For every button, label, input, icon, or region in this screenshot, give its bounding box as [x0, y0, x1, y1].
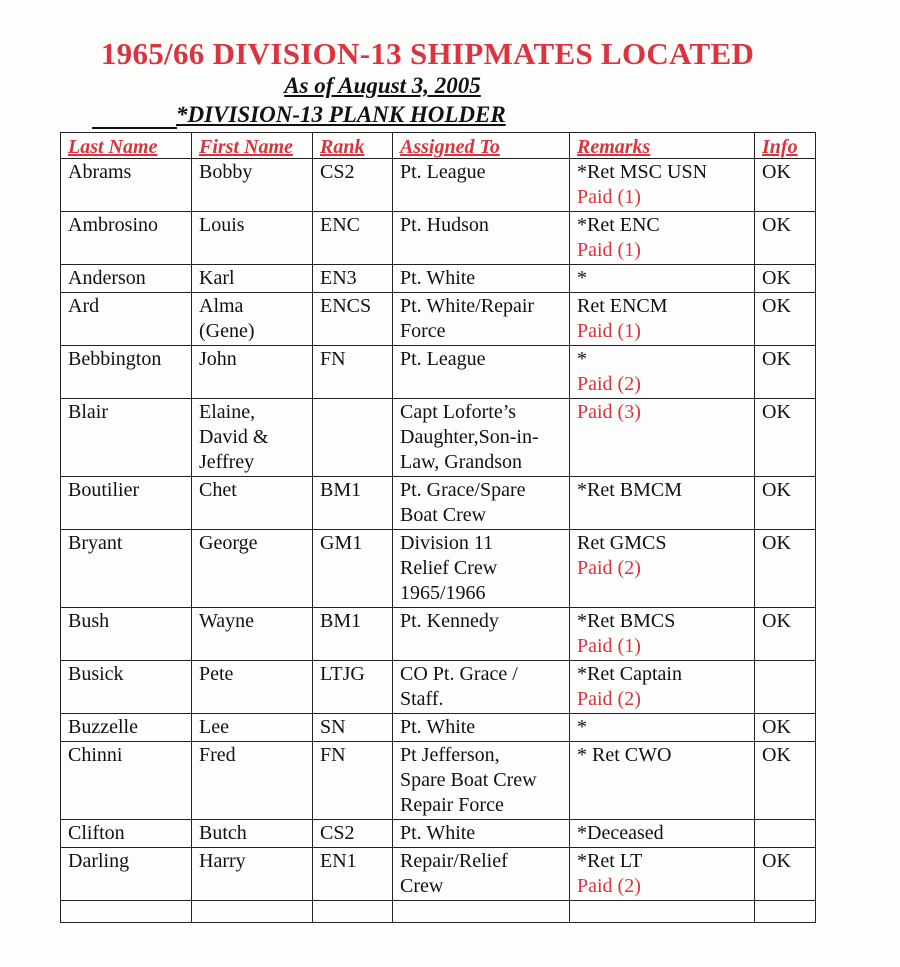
- table-row: [61, 265, 816, 293]
- last-name-cell: Blair: [61, 399, 192, 477]
- first-name-line: Louis: [199, 214, 245, 236]
- info-cell: [755, 661, 816, 714]
- table-row: [61, 212, 816, 265]
- assigned-to-line: Pt. League: [400, 161, 486, 183]
- paid-status: Paid (1): [577, 239, 641, 261]
- empty-cell: [61, 901, 192, 923]
- underline-rule: [92, 127, 177, 129]
- first-name-cell: [192, 399, 313, 477]
- remark-text: Ret ENCM: [577, 295, 668, 317]
- first-name-line: Chet: [199, 479, 237, 501]
- last-name-cell: Ard: [61, 293, 192, 346]
- table-row: [61, 714, 816, 742]
- remarks-cell: [570, 293, 755, 346]
- empty-cell: [192, 901, 313, 923]
- assigned-to-line: Pt. White: [400, 822, 476, 844]
- remark-text: *Ret MSC USN: [577, 161, 708, 183]
- assigned-to-line: Pt. White: [400, 267, 476, 289]
- remarks-cell: [570, 346, 755, 399]
- paid-status: Paid (3): [577, 401, 641, 423]
- header-row: [61, 133, 816, 159]
- rank-cell: ENCS: [313, 293, 393, 346]
- table-row: [61, 820, 816, 848]
- rank-cell: CS2: [313, 820, 393, 848]
- assigned-to-line: Staff.: [400, 688, 444, 710]
- remark-text: Ret GMCS: [577, 532, 667, 554]
- info-cell: OK: [755, 293, 816, 346]
- header-first-name: First Name: [192, 133, 313, 159]
- table-row: [61, 742, 816, 820]
- empty-cell: [570, 901, 755, 923]
- assigned-to-cell: [393, 661, 570, 714]
- rank-cell: BM1: [313, 608, 393, 661]
- assigned-to-line: Relief Crew: [400, 557, 498, 579]
- first-name-cell: [192, 820, 313, 848]
- assigned-to-cell: [393, 530, 570, 608]
- assigned-to-line: Pt. White: [400, 716, 476, 738]
- remarks-cell: [570, 159, 755, 212]
- assigned-to-cell: [393, 714, 570, 742]
- assigned-to-cell: [393, 346, 570, 399]
- first-name-line: Alma: [199, 295, 244, 317]
- first-name-cell: [192, 159, 313, 212]
- first-name-cell: [192, 212, 313, 265]
- remark-text: *Ret LT: [577, 850, 643, 872]
- assigned-to-line: Pt. League: [400, 348, 486, 370]
- assigned-to-line: Repair/Relief: [400, 850, 508, 872]
- info-cell: OK: [755, 477, 816, 530]
- last-name-cell: Abrams: [61, 159, 192, 212]
- last-name-cell: Buzzelle: [61, 714, 192, 742]
- first-name-line: Harry: [199, 850, 246, 872]
- remarks-cell: [570, 265, 755, 293]
- assigned-to-line: Spare Boat Crew: [400, 769, 537, 791]
- first-name-cell: [192, 293, 313, 346]
- info-cell: [755, 820, 816, 848]
- last-name-cell: Darling: [61, 848, 192, 901]
- last-name-cell: Bryant: [61, 530, 192, 608]
- rank-cell: BM1: [313, 477, 393, 530]
- assigned-to-line: Pt. Grace/Spare: [400, 479, 526, 501]
- assigned-to-cell: [393, 477, 570, 530]
- header-remarks: Remarks: [570, 133, 755, 159]
- first-name-line: Bobby: [199, 161, 253, 183]
- table-row: [61, 661, 816, 714]
- table-body: [61, 159, 816, 923]
- assigned-to-line: Repair Force: [400, 794, 504, 816]
- first-name-line: George: [199, 532, 258, 554]
- first-name-line: John: [199, 348, 237, 370]
- assigned-to-line: Pt Jefferson,: [400, 744, 500, 766]
- first-name-cell: [192, 346, 313, 399]
- header-last-name: Last Name: [61, 133, 192, 159]
- rank-cell: GM1: [313, 530, 393, 608]
- table-row: [61, 477, 816, 530]
- remark-text: *Deceased: [577, 822, 664, 844]
- as-of-date: As of August 3, 2005: [284, 73, 481, 98]
- first-name-line: Butch: [199, 822, 247, 844]
- remarks-cell: [570, 530, 755, 608]
- assigned-to-line: Force: [400, 320, 446, 342]
- remark-text: *Ret BMCM: [577, 479, 683, 501]
- last-name-cell: Chinni: [61, 742, 192, 820]
- paid-status: Paid (1): [577, 186, 641, 208]
- table-row: [61, 848, 816, 901]
- assigned-to-line: Daughter,Son-in-: [400, 426, 539, 448]
- remarks-cell: [570, 820, 755, 848]
- table-row: [61, 399, 816, 477]
- assigned-to-line: Pt. White/Repair: [400, 295, 535, 317]
- remark-text: *: [577, 348, 587, 370]
- first-name-cell: [192, 530, 313, 608]
- info-cell: OK: [755, 608, 816, 661]
- rank-cell: EN1: [313, 848, 393, 901]
- remarks-cell: [570, 399, 755, 477]
- assigned-to-cell: [393, 212, 570, 265]
- table-row: [61, 346, 816, 399]
- first-name-cell: [192, 661, 313, 714]
- assigned-to-line: Crew: [400, 875, 444, 897]
- rank-cell: FN: [313, 742, 393, 820]
- remark-text: * Ret CWO: [577, 744, 672, 766]
- assigned-to-line: Pt. Kennedy: [400, 610, 499, 632]
- info-cell: OK: [755, 848, 816, 901]
- assigned-to-cell: [393, 293, 570, 346]
- info-cell: OK: [755, 714, 816, 742]
- rank-cell: CS2: [313, 159, 393, 212]
- info-cell: OK: [755, 742, 816, 820]
- first-name-line: Fred: [199, 744, 236, 766]
- first-name-line: David &: [199, 426, 269, 448]
- remark-text: *: [577, 267, 587, 289]
- first-name-line: Elaine,: [199, 401, 256, 423]
- assigned-to-cell: [393, 608, 570, 661]
- assigned-to-line: Boat Crew: [400, 504, 487, 526]
- first-name-cell: [192, 742, 313, 820]
- assigned-to-line: Law, Grandson: [400, 451, 523, 473]
- assigned-to-line: Capt Loforte’s: [400, 401, 517, 423]
- last-name-cell: Boutilier: [61, 477, 192, 530]
- header-assigned-to: Assigned To: [393, 133, 570, 159]
- first-name-cell: [192, 608, 313, 661]
- paid-status: Paid (2): [577, 688, 641, 710]
- paid-status: Paid (1): [577, 320, 641, 342]
- first-name-cell: [192, 477, 313, 530]
- info-cell: OK: [755, 159, 816, 212]
- header-info: Info: [755, 133, 816, 159]
- last-name-cell: Bush: [61, 608, 192, 661]
- remarks-cell: [570, 714, 755, 742]
- empty-row: [61, 901, 816, 923]
- empty-cell: [393, 901, 570, 923]
- last-name-cell: Anderson: [61, 265, 192, 293]
- remarks-cell: [570, 661, 755, 714]
- assigned-to-line: Pt. Hudson: [400, 214, 489, 236]
- page-title: 1965/66 DIVISION-13 SHIPMATES LOCATED: [100, 36, 755, 71]
- last-name-cell: Ambrosino: [61, 212, 192, 265]
- header-rank: Rank: [313, 133, 393, 159]
- paid-status: Paid (2): [577, 875, 641, 897]
- rank-cell: EN3: [313, 265, 393, 293]
- info-cell: OK: [755, 530, 816, 608]
- assigned-to-line: CO Pt. Grace /: [400, 663, 518, 685]
- remarks-cell: [570, 848, 755, 901]
- first-name-line: Wayne: [199, 610, 255, 632]
- empty-cell: [313, 901, 393, 923]
- info-cell: OK: [755, 399, 816, 477]
- assigned-to-cell: [393, 742, 570, 820]
- remark-text: *: [577, 716, 587, 738]
- assigned-to-cell: [393, 265, 570, 293]
- assigned-to-cell: [393, 159, 570, 212]
- paid-status: Paid (2): [577, 373, 641, 395]
- empty-cell: [755, 901, 816, 923]
- table-row: [61, 159, 816, 212]
- assigned-to-line: Division 11: [400, 532, 494, 554]
- rank-cell: LTJG: [313, 661, 393, 714]
- info-cell: OK: [755, 346, 816, 399]
- last-name-cell: Busick: [61, 661, 192, 714]
- first-name-line: Jeffrey: [199, 451, 255, 473]
- table-row: [61, 530, 816, 608]
- info-cell: OK: [755, 265, 816, 293]
- first-name-cell: [192, 265, 313, 293]
- assigned-to-cell: [393, 399, 570, 477]
- remarks-cell: [570, 742, 755, 820]
- shipmates-table: [60, 132, 816, 923]
- rank-cell: ENC: [313, 212, 393, 265]
- last-name-cell: Clifton: [61, 820, 192, 848]
- plank-holder-note: *DIVISION-13 PLANK HOLDER: [176, 102, 506, 127]
- remark-text: *Ret ENC: [577, 214, 660, 236]
- table-row: [61, 608, 816, 661]
- info-cell: OK: [755, 212, 816, 265]
- first-name-line: Karl: [199, 267, 235, 289]
- table-row: [61, 293, 816, 346]
- remarks-cell: [570, 477, 755, 530]
- last-name-cell: Bebbington: [61, 346, 192, 399]
- paid-status: Paid (2): [577, 557, 641, 579]
- assigned-to-cell: [393, 820, 570, 848]
- first-name-line: Lee: [199, 716, 229, 738]
- first-name-line: Pete: [199, 663, 234, 685]
- remarks-cell: [570, 608, 755, 661]
- rank-cell: FN: [313, 346, 393, 399]
- remark-text: *Ret Captain: [577, 663, 682, 685]
- rank-cell: SN: [313, 714, 393, 742]
- remarks-cell: [570, 212, 755, 265]
- first-name-line: (Gene): [199, 320, 255, 342]
- assigned-to-cell: [393, 848, 570, 901]
- remark-text: *Ret BMCS: [577, 610, 676, 632]
- rank-cell: [313, 399, 393, 477]
- paid-status: Paid (1): [577, 635, 641, 657]
- first-name-cell: [192, 714, 313, 742]
- first-name-cell: [192, 848, 313, 901]
- assigned-to-line: 1965/1966: [400, 582, 486, 604]
